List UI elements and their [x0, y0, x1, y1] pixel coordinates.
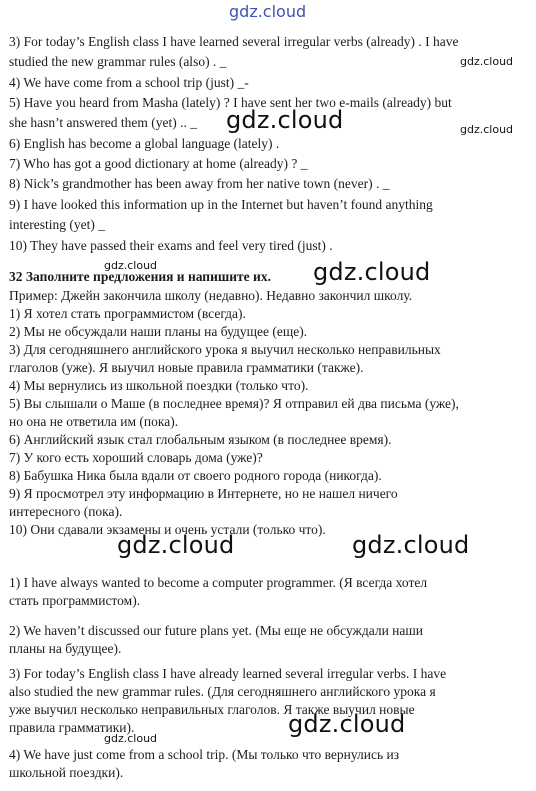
sentence-line: studied the new grammar rules (also) . _ [9, 54, 227, 69]
watermark-small: gdz.cloud [460, 55, 514, 68]
sentence-line: interesting (yet) _ [9, 217, 105, 232]
watermark-small: gdz.cloud [104, 732, 158, 745]
task-line: 10) Они сдавали экзамены и очень устали (только что). [9, 522, 326, 537]
sentence-line: 3) For today’s English class I have learned several irregular verbs (already) . I have [9, 34, 459, 49]
answer-line: уже выучил несколько неправильных глаголов. Я также выучил новые [9, 702, 415, 717]
task-line: 1) Я хотел стать программистом (всегда). [9, 306, 246, 321]
task-line: 4) Мы вернулись из школьной поездки (только что). [9, 378, 309, 393]
watermark-small: gdz.cloud [460, 123, 514, 136]
watermark-large: gdz.cloud [117, 531, 235, 559]
sentence-line: 6) English has become a global language (lately) . [9, 136, 280, 151]
watermark-large: gdz.cloud [288, 710, 406, 738]
task-line: 7) У кого есть хороший словарь дома (уже)? [9, 450, 263, 465]
answer-line: правила грамматики). [9, 720, 135, 735]
sentence-line: she hasn’t answered them (yet) .. _ [9, 115, 197, 130]
task-line: интересного (пока). [9, 504, 123, 519]
task-line: 9) Я просмотрел эту информацию в Интернете, но не нашел ничего [9, 486, 398, 501]
sentence-line: 10) They have passed their exams and feel very tired (just) . [9, 238, 333, 253]
watermark-large: gdz.cloud [313, 258, 431, 286]
watermark-large: gdz.cloud [352, 531, 470, 559]
task-line: 6) Английский язык стал глобальным языком (в последнее время). [9, 432, 392, 447]
answer-line: школьной поездки). [9, 765, 124, 780]
watermark-top: gdz.cloud [229, 2, 307, 21]
example-line: Пример: Джейн закончила школу (недавно). Недавно закончил школу. [9, 288, 413, 303]
answer-line: планы на будущее). [9, 641, 122, 656]
exercise-heading: 32 Заполните предложения и напишите их. [9, 269, 271, 284]
answer-line: 2) We haven’t discussed our future plans yet. (Мы еще не обсуждали наши [9, 623, 424, 638]
sentence-line: 7) Who has got a good dictionary at home (already) ? _ [9, 156, 308, 171]
task-line: 8) Бабушка Ника была вдали от своего родного города (никогда). [9, 468, 382, 483]
task-line: 2) Мы не обсуждали наши планы на будущее (еще). [9, 324, 308, 339]
answer-line: стать программистом). [9, 593, 141, 608]
sentence-line: 5) Have you heard from Masha (lately) ? I have sent her two e-mails (already) but [9, 95, 452, 110]
sentence-line: 8) Nick’s grandmother has been away from her native town (never) . _ [9, 176, 390, 191]
watermark-small: gdz.cloud [104, 259, 158, 272]
sentence-line: 4) We have come from a school trip (just) _- [9, 75, 249, 90]
task-line: 5) Вы слышали о Маше (в последнее время)? Я отправил ей два письма (уже), [9, 396, 459, 411]
task-line: глаголов (уже). Я выучил новые правила грамматики (также). [9, 360, 364, 375]
task-line: 3) Для сегодняшнего английского урока я выучил несколько неправильных [9, 342, 441, 357]
answer-line: also studied the new grammar rules. (Для сегодняшнего английского урока я [9, 684, 436, 699]
watermark-large: gdz.cloud [226, 106, 344, 134]
answer-line: 1) I have always wanted to become a computer programmer. (Я всегда хотел [9, 575, 428, 590]
sentence-line: 9) I have looked this information up in the Internet but haven’t found anything [9, 197, 433, 212]
task-line: но она не ответила им (пока). [9, 414, 179, 429]
answer-line: 4) We have just come from a school trip. (Мы только что вернулись из [9, 747, 400, 762]
answer-line: 3) For today’s English class I have already learned several irregular verbs. I have [9, 666, 447, 681]
